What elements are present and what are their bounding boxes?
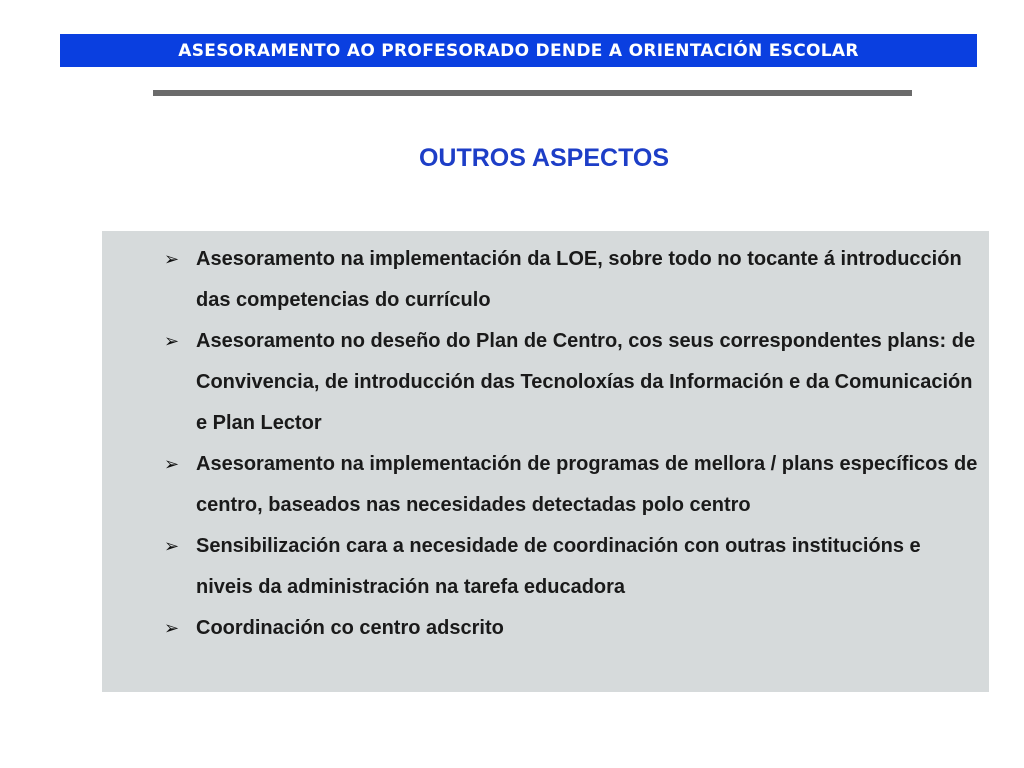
list-item <box>164 321 979 444</box>
section-title: OUTROS ASPECTOS <box>418 144 670 172</box>
list-item <box>164 526 979 608</box>
list-item-text: Sensibilización cara a necesidade de coordinación con outras institucións e niveis da administración na tarefa educadora <box>196 535 921 598</box>
arrowhead-bullet-icon: ➢ <box>164 331 180 352</box>
header-bar <box>60 34 977 67</box>
list-item-text: Asesoramento no deseño do Plan de Centro, cos seus correspondentes plans: de Convivencia, de introducción das Tecnoloxías da Información e da Comunicación e Plan Lector <box>196 330 976 434</box>
list-item <box>164 444 979 526</box>
content-box <box>102 231 989 692</box>
header-divider <box>153 90 912 96</box>
arrowhead-bullet-icon: ➢ <box>164 249 180 270</box>
arrowhead-bullet-icon: ➢ <box>164 536 180 557</box>
list-item <box>164 608 979 649</box>
list-item-text: Coordinación co centro adscrito <box>196 617 504 639</box>
header-title: ASESORAMENTO AO PROFESORADO DENDE A ORIENTACIÓN ESCOLAR <box>178 40 859 61</box>
list-item-text: Asesoramento na implementación de programas de mellora / plans específicos de centro, baseados nas necesidades detectadas polo centro <box>196 453 978 516</box>
arrowhead-bullet-icon: ➢ <box>164 618 180 639</box>
list-item-text: Asesoramento na implementación da LOE, sobre todo no tocante á introducción das competencias do currículo <box>196 248 962 311</box>
bullet-list <box>164 239 979 649</box>
arrowhead-bullet-icon: ➢ <box>164 454 180 475</box>
list-item <box>164 239 979 321</box>
